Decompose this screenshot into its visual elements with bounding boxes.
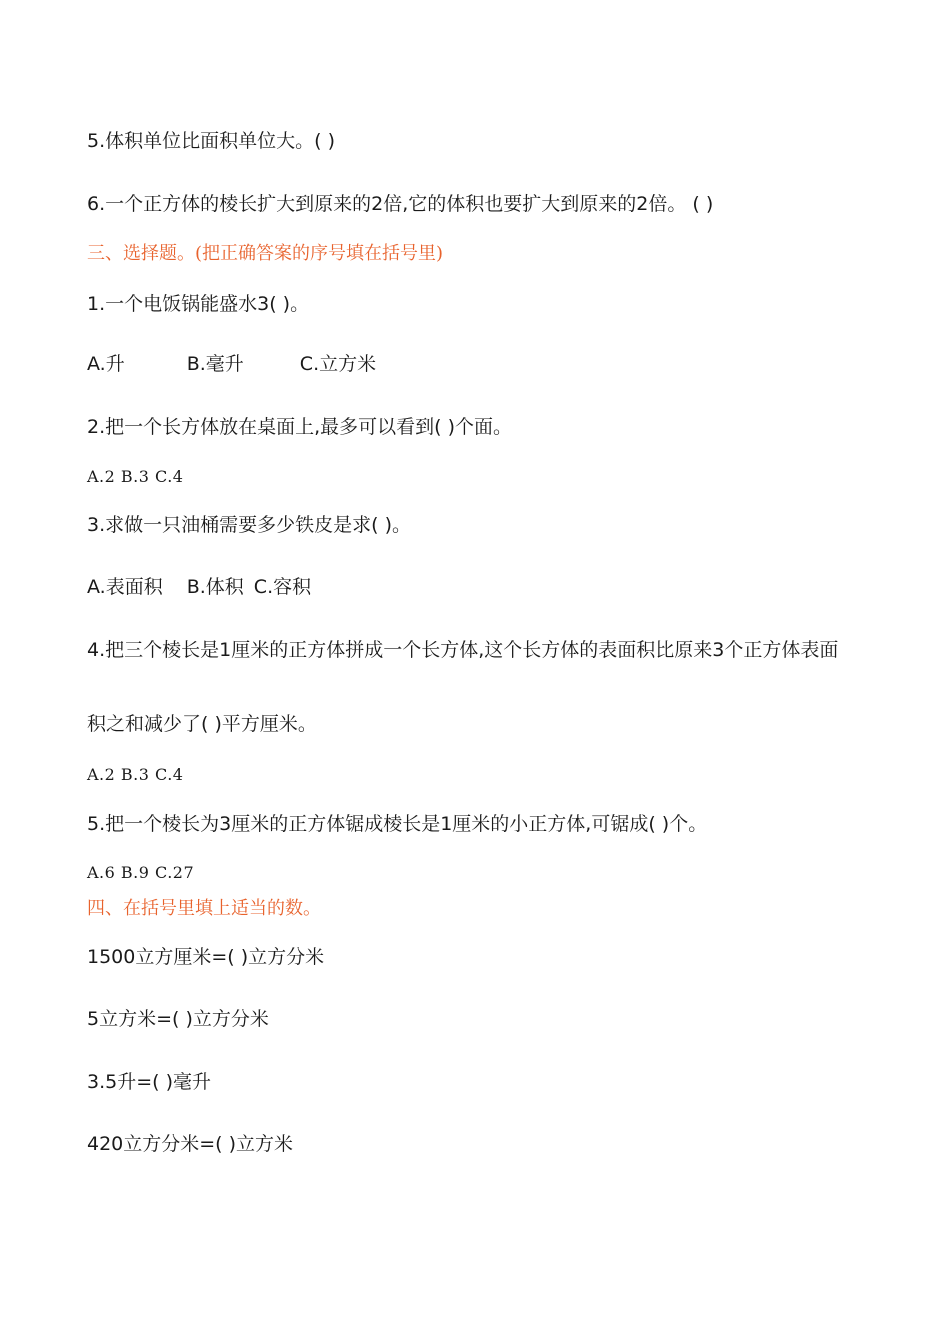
true-false-q5: 5.体积单位比面积单位大。( ) [87, 130, 335, 152]
choice-q3-option-c: C.容积 [253, 576, 312, 598]
choice-q3-option-a: A.表面积 [87, 576, 163, 598]
choice-q5-stem: 5.把一个棱长为3厘米的正方体锯成棱长是1厘米的小正方体,可锯成( )个。 [87, 813, 708, 835]
choice-q1-options [87, 352, 376, 376]
choice-q4-stem-line2: 积之和减少了( )平方厘米。 [87, 713, 317, 735]
section3-heading: 三、选择题。(把正确答案的序号填在括号里) [87, 243, 444, 264]
choice-q1-stem: 1.一个电饭锅能盛水3( )。 [87, 293, 310, 315]
choice-q1-option-a: A.升 [87, 353, 125, 375]
choice-q2-stem: 2.把一个长方体放在桌面上,最多可以看到( )个面。 [87, 416, 513, 438]
choice-q3-option-b: B.体积 [186, 576, 244, 598]
choice-q2-options: A.2 B.3 C.4 [87, 467, 184, 486]
true-false-q6: 6.一个正方体的棱长扩大到原来的2倍,它的体积也要扩大到原来的2倍。 ( ) [87, 193, 714, 215]
fill-item-3: 3.5升=( )毫升 [87, 1071, 212, 1093]
choice-q3-stem: 3.求做一只油桶需要多少铁皮是求( )。 [87, 514, 411, 536]
fill-item-2: 5立方米=( )立方分米 [87, 1008, 269, 1030]
fill-item-1: 1500立方厘米=( )立方分米 [87, 946, 325, 968]
choice-q3-options [87, 575, 311, 599]
choice-q4-options: A.2 B.3 C.4 [87, 765, 184, 784]
fill-item-4: 420立方分米=( )立方米 [87, 1133, 294, 1155]
choice-q1-option-b: B.毫升 [186, 353, 244, 375]
section4-heading: 四、在括号里填上适当的数。 [87, 898, 321, 919]
choice-q5-options: A.6 B.9 C.27 [87, 863, 195, 882]
choice-q4-stem-line1: 4.把三个棱长是1厘米的正方体拼成一个长方体,这个长方体的表面积比原来3个正方体表面 [87, 639, 839, 661]
choice-q1-option-c: C.立方米 [299, 353, 377, 375]
